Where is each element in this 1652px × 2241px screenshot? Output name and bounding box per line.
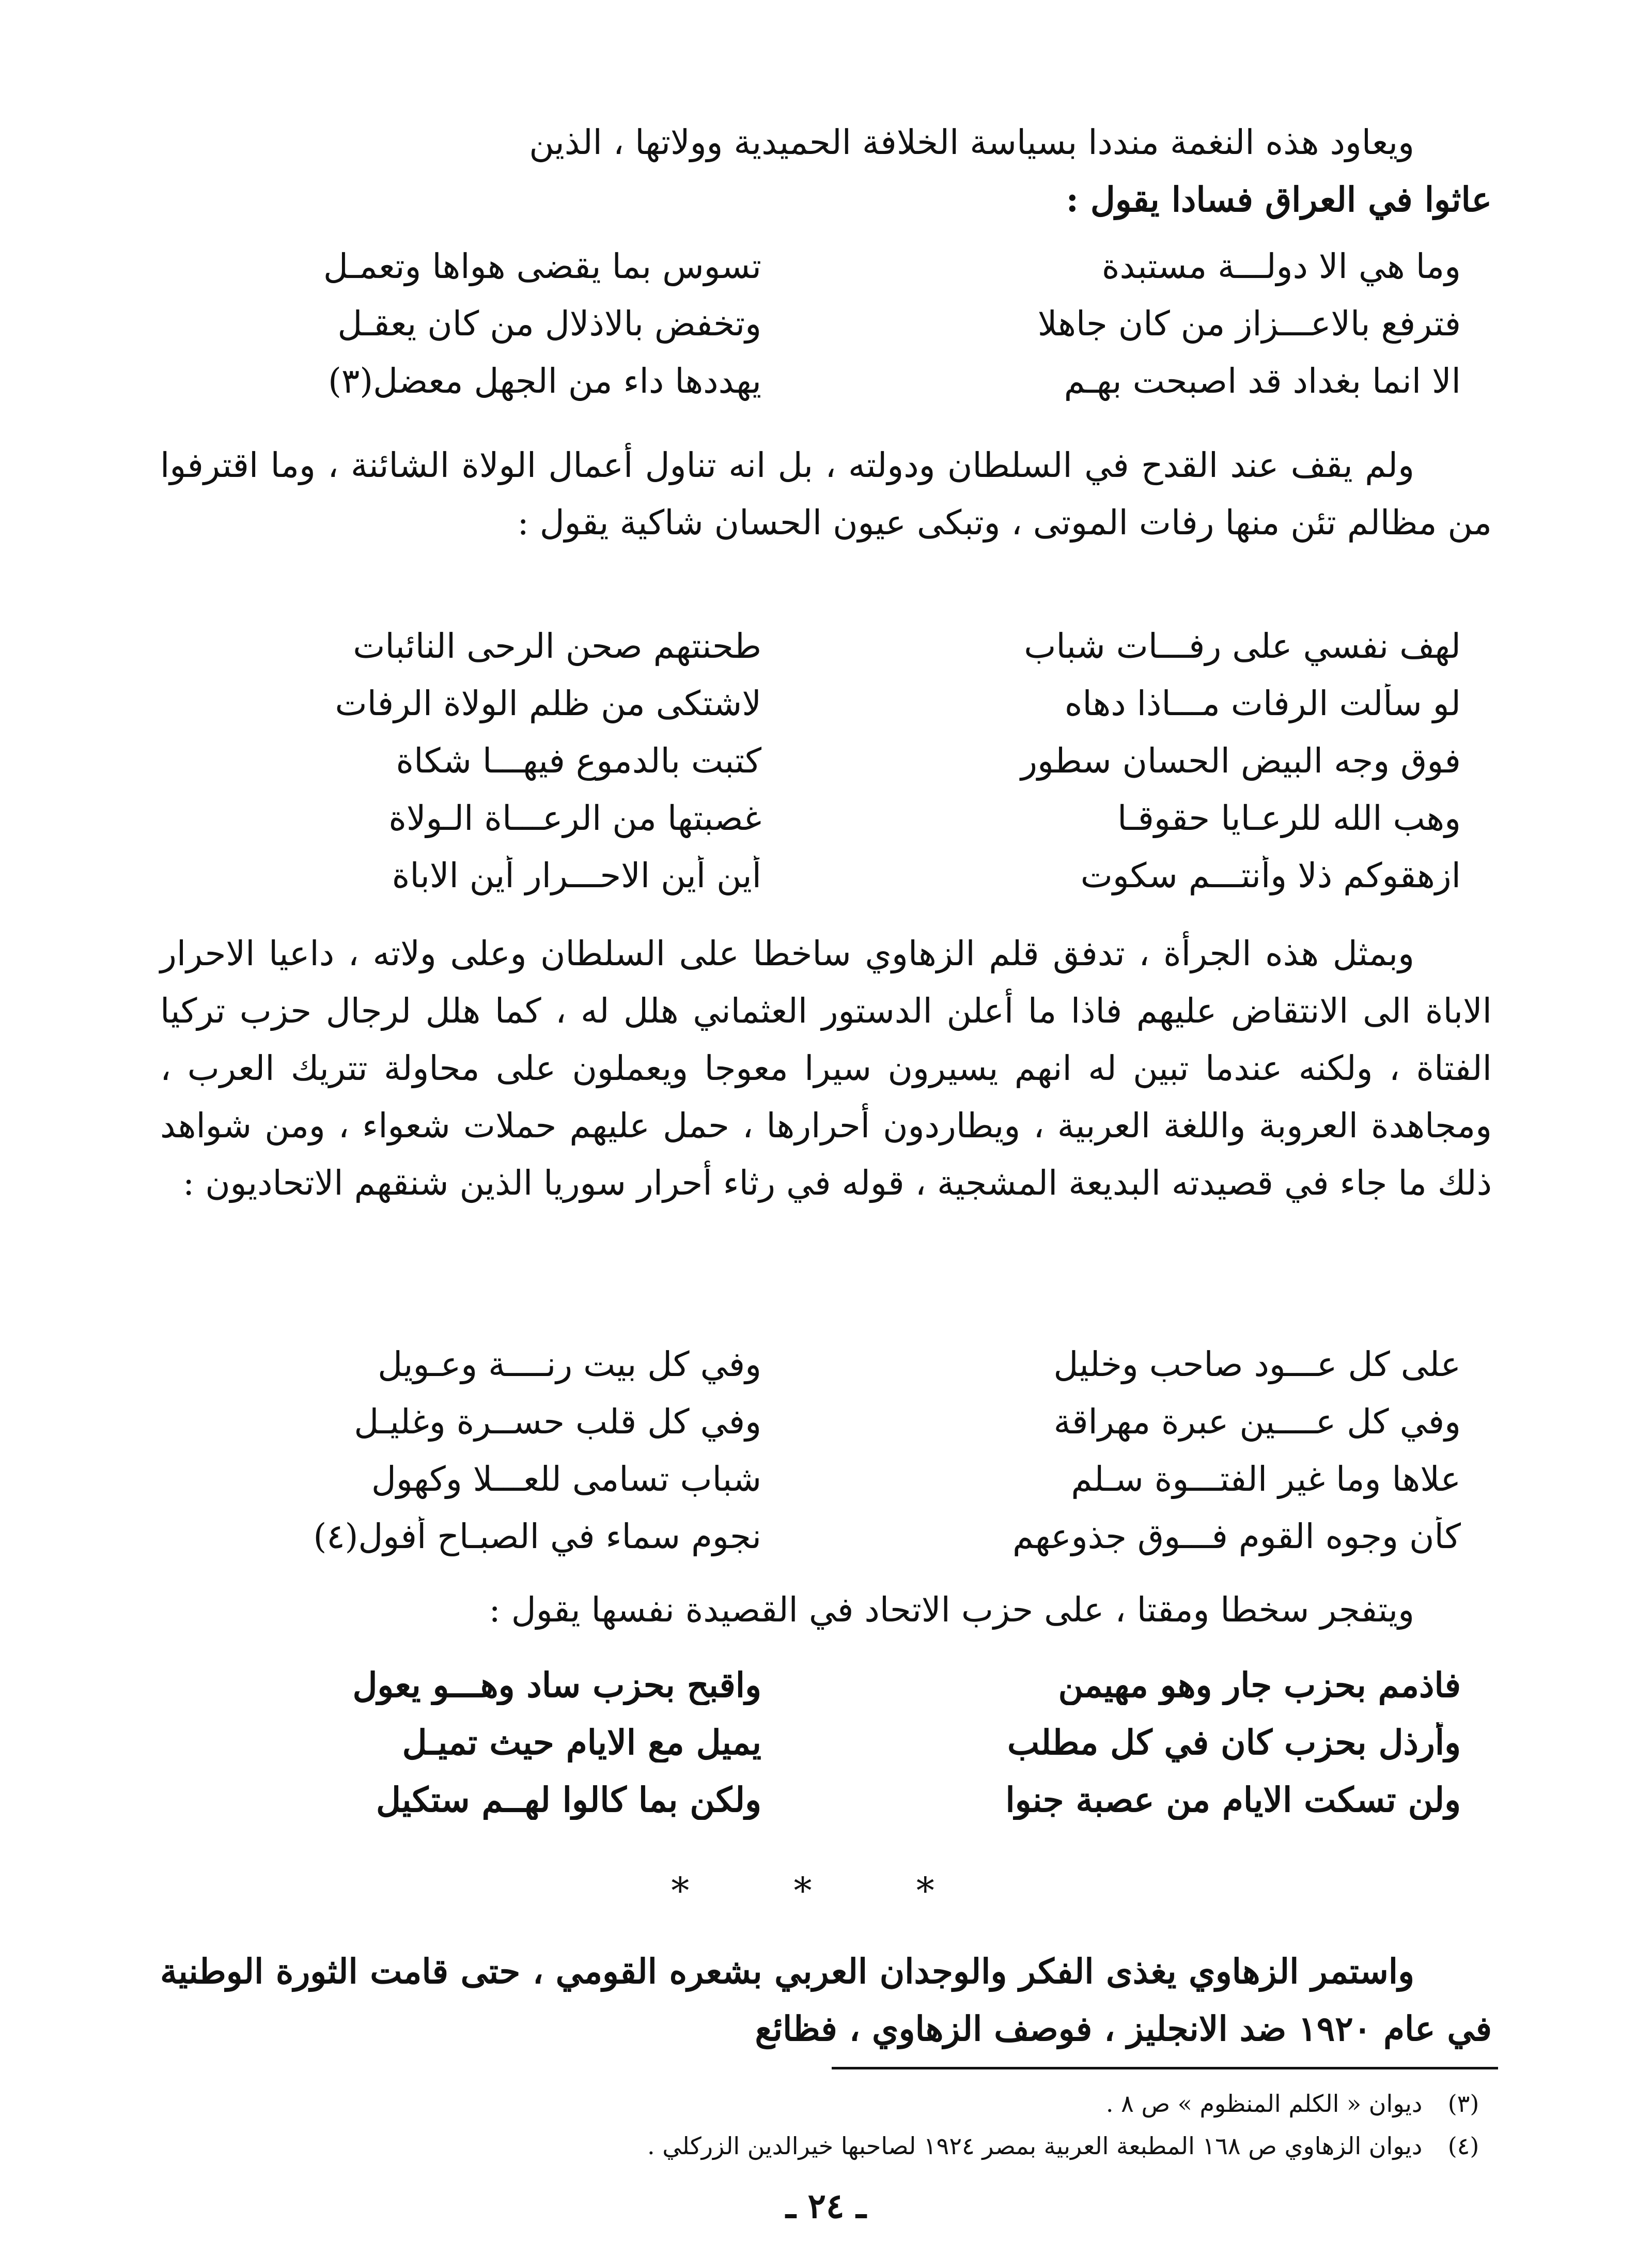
paragraph-intro: ويعاود هذه النغمة منددا بسياسة الخلافة الحميدية وولاتها ، الذين bbox=[529, 122, 1414, 162]
verse-line bbox=[196, 675, 1461, 732]
verse-second-hemistich: لاشتكى من ظلم الولاة الرفات bbox=[335, 684, 761, 723]
verse-first-hemistich: كأن وجوه القوم فـــوق جذوعهم bbox=[1012, 1517, 1461, 1556]
verse-line bbox=[196, 238, 1461, 295]
verse-second-hemistich: طحنتهم صحن الرحى النائبات bbox=[353, 626, 761, 666]
footnote-number: (٤) bbox=[1447, 2132, 1479, 2160]
verse-first-hemistich: الا انما بغداد قد اصبحت بهـم bbox=[1064, 361, 1461, 401]
page-number: ـ ٢٤ ـ bbox=[786, 2186, 866, 2226]
verse-line bbox=[196, 1393, 1461, 1450]
verse-first-hemistich: علاها وما غير الفتـــوة سـلم bbox=[1071, 1459, 1461, 1499]
footnotes bbox=[155, 2082, 1497, 2167]
verse-second-hemistich: وتخفض بالاذلال من كان يعقـل bbox=[337, 304, 761, 344]
verse-line bbox=[196, 1336, 1461, 1393]
footnote-divider bbox=[832, 2067, 1498, 2069]
verse-line bbox=[196, 732, 1461, 790]
verse-line bbox=[196, 1450, 1461, 1508]
verse-line bbox=[196, 352, 1461, 410]
verse-second-hemistich: يميل مع الايام حيث تميـل bbox=[402, 1722, 761, 1763]
verse-second-hemistich: غصبتها من الرعـــاة الـولاة bbox=[388, 798, 761, 838]
verse-first-hemistich: وهب الله للرعـايا حقوقـا bbox=[1117, 798, 1461, 838]
footnote-item bbox=[155, 2082, 1497, 2125]
verse-second-hemistich: تسوس بما يقضى هواها وتعمـل bbox=[323, 246, 761, 286]
verse-line bbox=[196, 1713, 1461, 1771]
verse-second-hemistich: أين أين الاحـــرار أين الاباة bbox=[392, 856, 761, 895]
footnote-item bbox=[155, 2125, 1497, 2167]
verse-second-hemistich: شباب تسامى للعـــلا وكهول bbox=[371, 1459, 761, 1499]
verse-second-hemistich: يهددها داء من الجهل معضل(٣) bbox=[328, 361, 761, 401]
section-separator: * * * bbox=[671, 1869, 981, 1912]
poem-stanza-2 bbox=[196, 617, 1461, 904]
verse-first-hemistich: وما هي الا دولـــة مستبدة bbox=[1101, 246, 1461, 286]
verse-line bbox=[196, 1508, 1461, 1565]
footnote-text: ديوان الزهاوي ص ١٦٨ المطبعة العربية بمصر ١٩٢٤ لصاحبها خيرالدين الزركلي . bbox=[647, 2132, 1423, 2160]
verse-second-hemistich: ولكن بما كالوا لهــم ستكيل bbox=[376, 1779, 761, 1820]
verse-line bbox=[196, 790, 1461, 847]
paragraph-revolution: واستمر الزهاوي يغذى الفكر والوجدان العربي بشعره القومي ، حتى قامت الثورة الوطنية في عام ١٩٢٠ ضد الانجليز ، فوصف الزهاوي ، فظائع bbox=[160, 1951, 1492, 2049]
verse-line bbox=[196, 1656, 1461, 1713]
verse-line bbox=[196, 847, 1461, 904]
verse-first-hemistich: ازهقوكم ذلا وأنتـــم سكوت bbox=[1080, 856, 1461, 895]
footnote-number: (٣) bbox=[1447, 2090, 1479, 2118]
paragraph-governors: ولم يقف عند القدح في السلطان ودولته ، بل انه تناول أعمال الولاة الشائنة ، وما اقترفوا من مظالم تئن منها رفات الموتى ، وتبكى عيون الحسان شاكية يقول : bbox=[160, 445, 1492, 543]
verse-first-hemistich: فوق وجه البيض الحسان سطور bbox=[1021, 741, 1461, 781]
verse-second-hemistich: كتبت بالدموع فيهـــا شكاة bbox=[396, 741, 761, 781]
verse-line bbox=[196, 617, 1461, 675]
verse-first-hemistich: وأرذل بحزب كان في كل مطلب bbox=[1007, 1722, 1461, 1763]
poem-stanza-4 bbox=[196, 1656, 1461, 1828]
verse-first-hemistich: فاذمم بحزب جار وهو مهيمن bbox=[1058, 1664, 1461, 1705]
paragraph-intro-continued: عاثوا في العراق فسادا يقول : bbox=[1066, 179, 1492, 220]
verse-first-hemistich: ولن تسكت الايام من عصبة جنوا bbox=[1005, 1779, 1461, 1820]
footnote-text: ديوان « الكلم المنظوم » ص ٨ . bbox=[1105, 2090, 1423, 2118]
poem-stanza-3 bbox=[196, 1336, 1461, 1565]
verse-line bbox=[196, 295, 1461, 352]
verse-first-hemistich: فترفع بالاعـــزاز من كان جاهلا bbox=[1037, 304, 1461, 344]
verse-line bbox=[196, 1771, 1461, 1828]
verse-first-hemistich: وفي كل عــــين عبرة مهراقة bbox=[1053, 1402, 1461, 1442]
verse-first-hemistich: لو سألت الرفات مـــاذا دهاه bbox=[1064, 684, 1461, 723]
verse-second-hemistich: واقبح بحزب ساد وهـــو يعول bbox=[352, 1664, 761, 1705]
verse-first-hemistich: على كل عـــود صاحب وخليل bbox=[1053, 1344, 1461, 1384]
poem-stanza-1 bbox=[196, 238, 1461, 410]
paragraph-zahawi-boldness: وبمثل هذه الجرأة ، تدفق قلم الزهاوي ساخطا على السلطان وعلى ولاته ، داعيا الاحرار الاباة الى الانتقاض عليهم فاذا ما أعلن الدستور العثماني هلل له ، كما هلل لرجال حزب تركيا الفتاة ، ولكنه عندما تبين له انهم يسيرون سيرا معوجا ويعملون على محاولة تتريك العرب ، ومجاهدة العروبة واللغة العربية ، ويطاردون أحرارها ، حمل عليهم حملات شعواء ، ومن شواهد ذلك ما جاء في قصيدته البديعة المشجية ، قوله في رثاء أحرار سوريا الذين شنقهم الاتحاديون : bbox=[160, 934, 1492, 1203]
verse-second-hemistich: وفي كل قلب حســرة وغليـل bbox=[354, 1402, 761, 1442]
paragraph-ittihad: ويتفجر سخطا ومقتا ، على حزب الاتحاد في القصيدة نفسها يقول : bbox=[489, 1590, 1414, 1630]
verse-second-hemistich: وفي كل بيت رنــــة وعـويل bbox=[378, 1344, 761, 1384]
verse-first-hemistich: لهف نفسي على رفـــات شباب bbox=[1024, 626, 1461, 666]
verse-second-hemistich: نجوم سماء في الصبـاح أفول(٤) bbox=[313, 1517, 761, 1556]
